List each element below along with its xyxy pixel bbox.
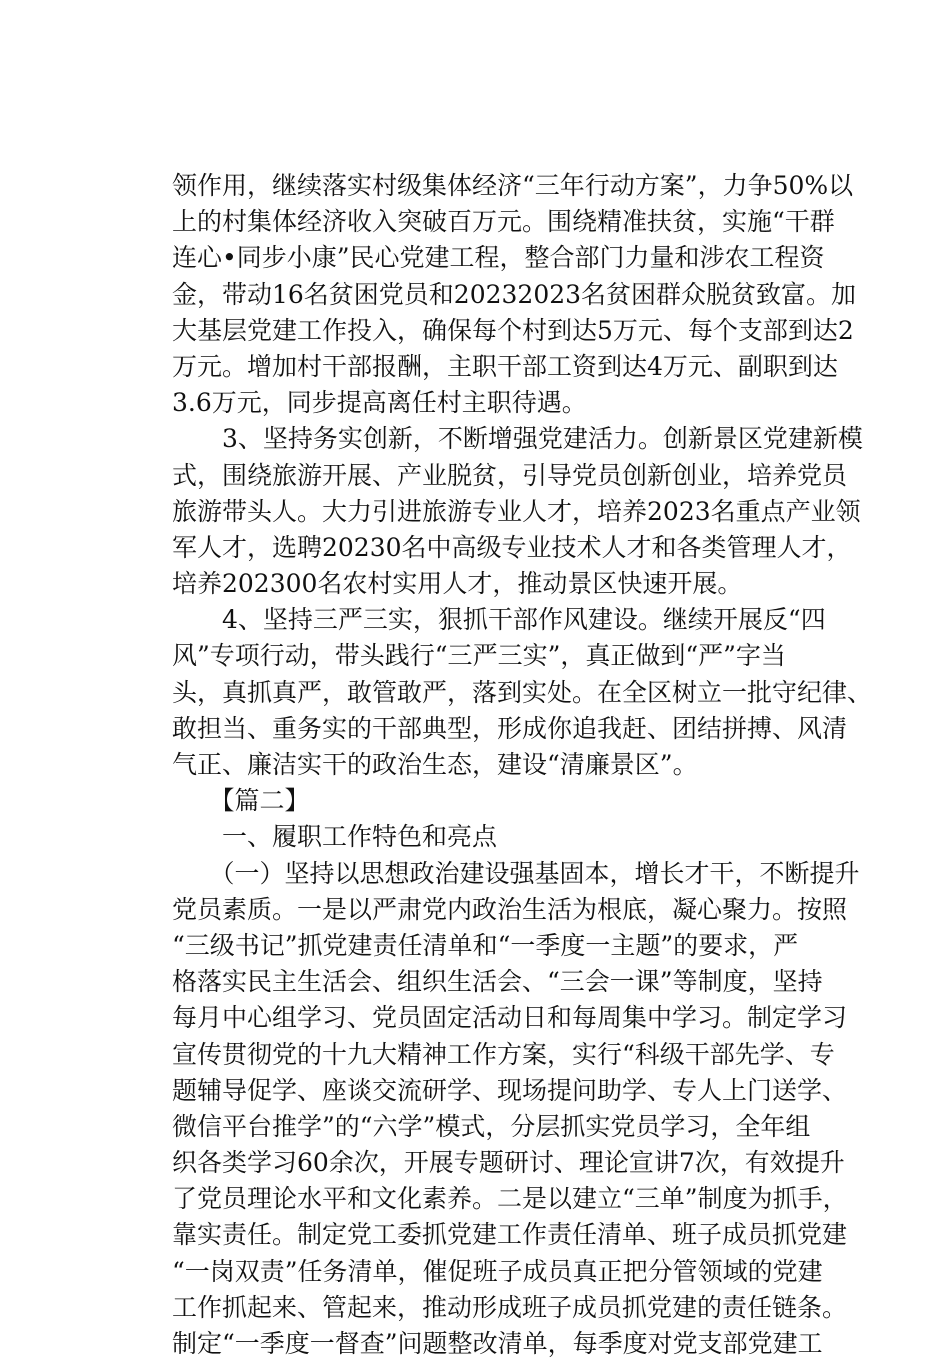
text-line: 工作抓起来、管起来，推动形成班子成员抓党建的责任链条。	[172, 1292, 848, 1322]
paragraph-3-start: 3、坚持务实创新，不断增强党建活力。创新景区党建新模	[172, 424, 863, 454]
section-heading: 【篇二】	[172, 786, 310, 816]
text-line: 军人才，选聘20230名中高级专业技术人才和各类管理人才，	[172, 532, 852, 562]
text-line: 了党员理论水平和文化素养。二是以建立“三单”制度为抓手，	[172, 1184, 848, 1214]
subsection-heading: 一、履职工作特色和亮点	[172, 822, 498, 852]
text-line: 连心•同步小康”民心党建工程，整合部门力量和涉农工程资	[172, 243, 825, 273]
text-line: 制定“一季度一督查”问题整改清单，每季度对党支部党建工	[172, 1329, 823, 1358]
text-line: 题辅导促学、座谈交流研学、现场提问助学、专人上门送学、	[172, 1075, 848, 1105]
paragraph-4-start: 4、坚持三严三实，狠抓干部作风建设。继续开展反“四	[172, 605, 826, 635]
text-line: “一岗双责”任务清单，催促班子成员真正把分管领域的党建	[172, 1256, 823, 1286]
text-line: 培养202300名农村实用人才，推动景区快速开展。	[172, 569, 743, 599]
paragraph-item-1-start: （一）坚持以思想政治建设强基固本，增长才干，不断提升	[172, 858, 860, 888]
text-line: 宣传贯彻党的十九大精神工作方案，实行“科级干部先学、专	[172, 1039, 835, 1069]
text-line: 气正、廉洁实干的政治生态，建设“清廉景区”。	[172, 750, 698, 779]
text-line: 格落实民主生活会、组织生活会、“三会一课”等制度，坚持	[172, 967, 823, 997]
text-line: 3.6万元，同步提高离任村主职待遇。	[172, 388, 587, 418]
document-body	[172, 168, 873, 1362]
text-line: 旅游带头人。大力引进旅游专业人才，培养2023名重点产业领	[172, 496, 861, 526]
text-line: 微信平台推学”的“六学”模式，分层抓实党员学习，全年组	[172, 1111, 811, 1141]
text-line: 金，带动16名贫困党员和20232023名贫困群众脱贫致富。加	[172, 279, 857, 309]
text-line: 敢担当、重务实的干部典型，形成你追我赶、团结拼搏、风清	[172, 713, 848, 743]
text-line: 织各类学习60余次，开展专题研讨、理论宣讲7次，有效提升	[172, 1148, 845, 1178]
text-line: 上的村集体经济收入突破百万元。围绕精准扶贫，实施“干群	[172, 207, 835, 237]
text-line: 头，真抓真严，敢管敢严，落到实处。在全区树立一批守纪律、	[172, 677, 873, 707]
text-line: 靠实责任。制定党工委抓党建工作责任清单、班子成员抓党建	[172, 1220, 848, 1250]
text-line: 每月中心组学习、党员固定活动日和每周集中学习。制定学习	[172, 1003, 848, 1033]
text-line: 党员素质。一是以严肃党内政治生活为根底，凝心聚力。按照	[172, 894, 848, 924]
text-line: 万元。增加村干部报酬，主职干部工资到达4万元、副职到达	[172, 351, 838, 381]
text-line: “三级书记”抓党建责任清单和“一季度一主题”的要求，严	[172, 930, 799, 960]
text-line: 大基层党建工作投入，确保每个村到达5万元、每个支部到达2	[172, 315, 854, 345]
text-line: 式，围绕旅游开展、产业脱贫，引导党员创新创业，培养党员	[172, 460, 848, 490]
text-line: 风”专项行动，带头践行“三严三实”，真正做到“严”字当	[172, 641, 786, 671]
text-line: 领作用，继续落实村级集体经济“三年行动方案”，力争50%以	[172, 171, 854, 200]
